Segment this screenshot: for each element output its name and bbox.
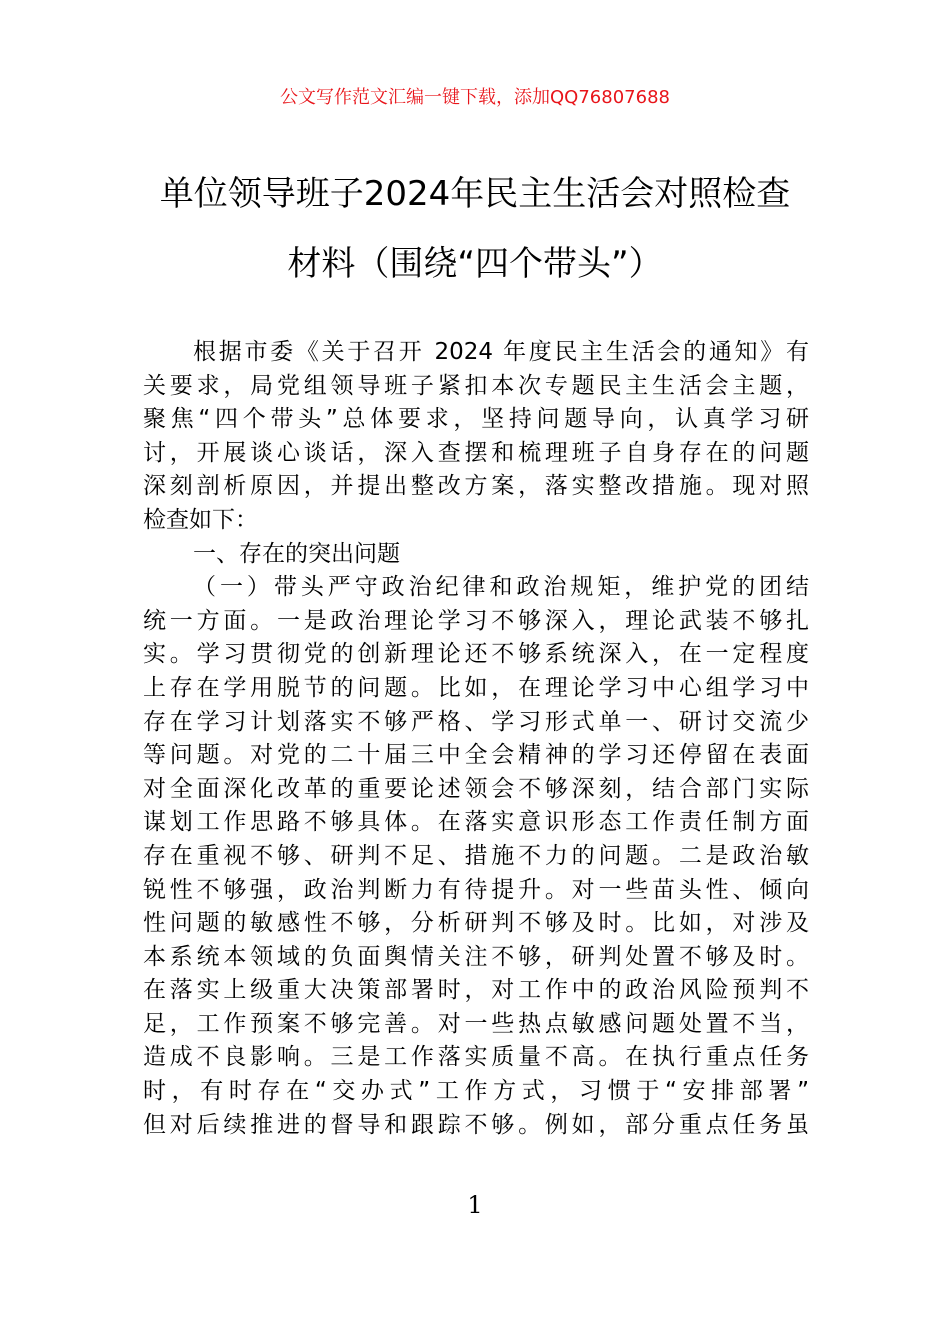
header-banner: 公文写作范文汇编一键下载，添加QQ76807688 — [280, 87, 670, 108]
body-line: 存在重视不够、研判不足、措施不力的问题。二是政治敏 — [143, 842, 809, 869]
body-line: 等问题。对党的二十届三中全会精神的学习还停留在表面 — [143, 742, 809, 769]
body-line: 存在学习计划落实不够严格、学习形式单一、研讨交流少 — [143, 708, 809, 735]
body-line: 谋划工作思路不够具体。在落实意识形态工作责任制方面 — [143, 809, 809, 836]
document-body — [143, 336, 809, 1142]
body-line: 上存在学用脱节的问题。比如，在理论学习中心组学习中 — [143, 674, 809, 701]
body-line: 检查如下： — [143, 506, 258, 533]
body-line: 一、存在的突出问题 — [193, 540, 400, 567]
document-title-line-2: 材料（围绕“四个带头”） — [287, 244, 663, 284]
body-line: 足，工作预案不够完善。对一些热点敏感问题处置不当， — [143, 1010, 809, 1037]
body-line: （一）带头严守政治纪律和政治规矩，维护党的团结 — [193, 574, 809, 601]
body-line: 时，有时存在“交办式”工作方式，习惯于“安排部署” — [143, 1078, 809, 1105]
page-number: 1 — [467, 1191, 483, 1219]
body-line: 聚焦“四个带头”总体要求，坚持问题导向，认真学习研 — [143, 406, 809, 433]
body-line: 造成不良影响。三是工作落实质量不高。在执行重点任务 — [143, 1044, 809, 1071]
body-line: 关要求，局党组领导班子紧扣本次专题民主生活会主题， — [143, 372, 809, 399]
body-line: 深刻剖析原因，并提出整改方案，落实整改措施。现对照 — [143, 473, 809, 500]
body-line: 实。学习贯彻党的创新理论还不够系统深入，在一定程度 — [143, 641, 809, 668]
body-line: 在落实上级重大决策部署时，对工作中的政治风险预判不 — [143, 977, 809, 1004]
body-line: 根据市委《关于召开 2024 年度民主生活会的通知》有 — [193, 339, 809, 365]
body-line: 锐性不够强，政治判断力有待提升。对一些苗头性、倾向 — [143, 876, 809, 903]
body-line: 但对后续推进的督导和跟踪不够。例如，部分重点任务虽 — [143, 1111, 809, 1138]
body-line: 讨，开展谈心谈话，深入查摆和梳理班子自身存在的问题 — [143, 439, 809, 466]
body-line: 统一方面。一是政治理论学习不够深入，理论武装不够扎 — [143, 607, 809, 634]
body-line: 性问题的敏感性不够，分析研判不够及时。比如，对涉及 — [143, 910, 809, 937]
document-title-line-1: 单位领导班子2024年民主生活会对照检查 — [159, 174, 791, 214]
body-line: 对全面深化改革的重要论述领会不够深刻，结合部门实际 — [143, 775, 809, 802]
body-line: 本系统本领域的负面舆情关注不够，研判处置不够及时。 — [143, 943, 809, 970]
